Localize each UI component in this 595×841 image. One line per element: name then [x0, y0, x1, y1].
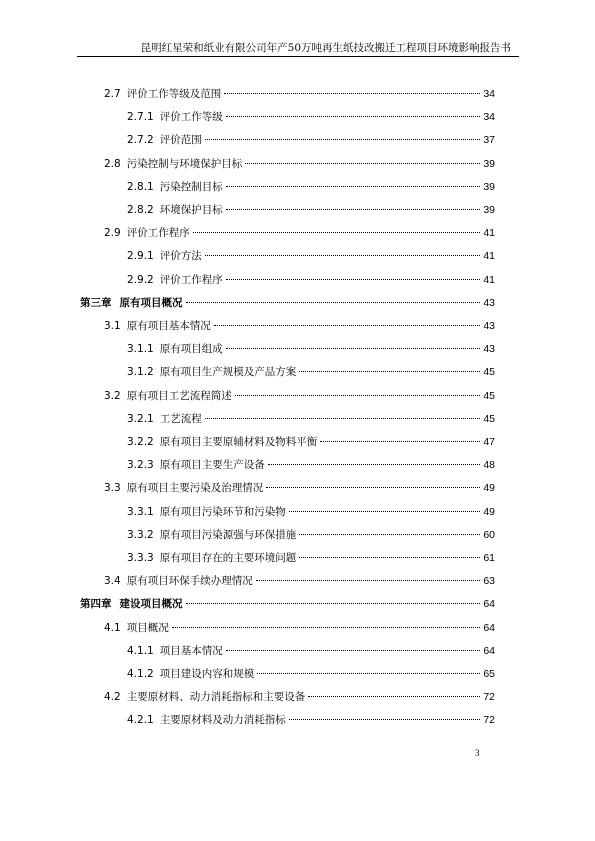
toc-entry-title: 评价工作等级	[159, 111, 223, 124]
toc-entry-page: 64	[483, 598, 495, 611]
toc-entry[interactable]	[104, 156, 495, 172]
toc-dot-leader	[186, 302, 481, 303]
toc-dot-leader	[226, 209, 481, 210]
toc-entry-title: 评价工作等级及范围	[126, 88, 222, 100]
toc-entry-number: 3.1	[104, 320, 121, 332]
toc-entry-number: 4.1	[104, 621, 121, 634]
toc-entry-page: 64	[483, 621, 495, 634]
toc-entry-page: 49	[483, 482, 495, 495]
toc-entry-title: 原有项目生产规模及产品方案	[159, 366, 297, 379]
toc-entry-number: 第三章	[80, 296, 112, 309]
toc-entry-title: 环境保护目标	[159, 204, 223, 216]
toc-entry-number: 3.2	[104, 389, 121, 402]
toc-entry-title: 原有项目主要原辅材料及物料平衡	[159, 436, 318, 448]
toc-entry-title: 评价工作程序	[159, 273, 223, 286]
toc-dot-leader	[224, 93, 480, 94]
toc-entry-number: 4.1.2	[127, 668, 154, 680]
toc-entry[interactable]	[80, 295, 495, 311]
toc-entry[interactable]	[127, 248, 495, 264]
toc-entry-number: 2.7.2	[127, 134, 154, 147]
toc-dot-leader	[205, 139, 481, 140]
toc-dot-leader	[172, 627, 481, 628]
toc-entry-page: 64	[483, 644, 495, 657]
toc-entry[interactable]	[104, 480, 495, 496]
toc-entry-title: 原有项目污染源强与环保措施	[159, 528, 297, 541]
toc-entry-number: 2.7.1	[127, 111, 154, 124]
toc-dot-leader	[226, 279, 481, 280]
toc-entry-page: 39	[483, 157, 495, 170]
toc-entry-title: 评价范围	[159, 134, 202, 147]
toc-entry[interactable]	[104, 318, 495, 334]
toc-entry-title: 污染控制与环境保护目标	[126, 157, 243, 170]
toc-entry-number: 3.3	[104, 482, 121, 495]
toc-dot-leader	[214, 325, 481, 326]
toc-entry[interactable]	[104, 86, 495, 102]
toc-dot-leader	[299, 534, 480, 535]
toc-entry[interactable]	[127, 202, 495, 218]
toc-entry-page: 60	[483, 528, 495, 541]
toc-dot-leader	[186, 603, 481, 604]
toc-entry[interactable]	[127, 666, 495, 682]
running-header: 昆明红星荣和纸业有限公司年产50万吨再生纸技改搬迁工程项目环境影响报告书	[140, 42, 511, 54]
toc-entry-title: 建设项目概况	[119, 598, 183, 611]
toc-entry-page: 72	[483, 691, 495, 704]
toc-entry[interactable]	[127, 712, 495, 728]
toc-entry-number: 2.9.1	[127, 250, 154, 263]
toc-entry-number: 2.8.2	[127, 204, 154, 216]
page-number: 3	[475, 748, 480, 758]
toc-entry-title: 原有项目存在的主要环境问题	[159, 552, 297, 564]
toc-entry[interactable]	[104, 573, 495, 589]
toc-dot-leader	[226, 650, 481, 651]
toc-entry-title: 主要原材料及动力消耗指标	[159, 714, 286, 727]
toc-entry-title: 原有项目概况	[119, 296, 183, 309]
toc-entry-title: 项目概况	[126, 621, 169, 634]
toc-entry-title: 原有项目工艺流程简述	[126, 389, 232, 402]
toc-entry-number: 4.2	[104, 691, 121, 704]
toc-dot-leader	[289, 719, 481, 720]
toc-entry-title: 项目基本情况	[159, 644, 223, 657]
toc-entry-page: 43	[483, 296, 495, 309]
toc-entry-page: 63	[483, 575, 495, 588]
toc-entry-title: 原有项目环保手续办理情况	[126, 575, 253, 588]
toc-entry-page: 34	[483, 88, 495, 100]
toc-entry-number: 3.3.2	[127, 528, 154, 541]
toc-dot-leader	[226, 116, 481, 117]
toc-entry[interactable]	[127, 272, 495, 288]
toc-entry[interactable]	[80, 596, 495, 612]
toc-entry-page: 45	[483, 366, 495, 379]
toc-dot-leader	[256, 580, 481, 581]
toc-entry-title: 原有项目基本情况	[126, 320, 211, 332]
toc-entry-title: 评价工作程序	[126, 227, 190, 240]
toc-entry[interactable]	[127, 179, 495, 195]
toc-entry-title: 原有项目组成	[159, 343, 223, 356]
toc-dot-leader	[299, 557, 480, 558]
toc-entry[interactable]	[127, 132, 495, 148]
toc-dot-leader	[266, 487, 480, 488]
toc-entry-title: 项目建设内容和规模	[159, 668, 255, 680]
header-rule	[77, 56, 519, 57]
toc-entry-page: 41	[483, 250, 495, 263]
toc-dot-leader	[226, 186, 481, 187]
toc-dot-leader	[268, 464, 481, 465]
toc-entry-number: 4.1.1	[127, 644, 154, 657]
toc-entry-page: 39	[483, 180, 495, 193]
toc-entry-page: 49	[483, 505, 495, 518]
toc-entry[interactable]	[104, 689, 495, 705]
toc-entry-page: 45	[483, 389, 495, 402]
toc-entry[interactable]	[127, 527, 495, 543]
toc-entry-number: 3.2.1	[127, 412, 154, 425]
toc-entry-page: 34	[483, 111, 495, 124]
toc-entry-title: 原有项目主要生产设备	[159, 459, 265, 472]
toc-entry[interactable]	[127, 411, 495, 427]
toc-entry[interactable]	[104, 225, 495, 241]
toc-entry-page: 41	[483, 227, 495, 240]
toc-entry-number: 3.1.1	[127, 343, 154, 356]
toc-entry-page: 39	[483, 204, 495, 216]
toc-entry-page: 61	[483, 552, 495, 564]
toc-dot-leader	[289, 511, 481, 512]
toc-entry[interactable]	[127, 341, 495, 357]
toc-entry[interactable]	[127, 364, 495, 380]
toc-entry-title: 主要原材料、动力消耗指标和主要设备	[126, 691, 306, 704]
toc-entry[interactable]	[127, 550, 495, 566]
toc-entry-number: 2.9	[104, 227, 121, 240]
toc-entry-page: 65	[483, 668, 495, 680]
toc-dot-leader	[320, 441, 480, 442]
toc-entry-page: 45	[483, 412, 495, 425]
toc-entry-title: 原有项目污染环节和污染物	[159, 505, 286, 518]
toc-entry-number: 2.8	[104, 157, 121, 170]
toc-dot-leader	[235, 395, 481, 396]
toc-entry-page: 72	[483, 714, 495, 727]
toc-dot-leader	[245, 163, 480, 164]
toc-entry-number: 3.2.2	[127, 436, 154, 448]
toc-entry-page: 47	[483, 436, 495, 448]
toc-entry-number: 3.3.3	[127, 552, 154, 564]
toc-entry-page: 37	[483, 134, 495, 147]
toc-dot-leader	[308, 696, 480, 697]
toc-entry-page: 43	[483, 343, 495, 356]
toc-entry[interactable]	[104, 620, 495, 636]
toc-entry-title: 污染控制目标	[159, 180, 223, 193]
toc-entry-page: 41	[483, 273, 495, 286]
toc-entry-page: 48	[483, 459, 495, 472]
toc-dot-leader	[205, 418, 481, 419]
toc-entry-number: 3.3.1	[127, 505, 154, 518]
toc-entry-title: 工艺流程	[159, 412, 202, 425]
toc-dot-leader	[257, 673, 480, 674]
toc-entry-number: 4.2.1	[127, 714, 154, 727]
toc-entry-number: 2.7	[104, 88, 121, 100]
toc-dot-leader	[226, 348, 481, 349]
toc-entry-title: 原有项目主要污染及治理情况	[126, 482, 264, 495]
toc-entry-number: 2.8.1	[127, 180, 154, 193]
toc-entry[interactable]	[104, 388, 495, 404]
toc-dot-leader	[299, 371, 480, 372]
toc-entry-number: 3.1.2	[127, 366, 154, 379]
toc-entry-number: 3.4	[104, 575, 121, 588]
toc-entry[interactable]	[127, 643, 495, 659]
toc-entry-number: 3.2.3	[127, 459, 154, 472]
toc-dot-leader	[205, 255, 481, 256]
toc-entry[interactable]	[127, 109, 495, 125]
toc-entry[interactable]	[127, 457, 495, 473]
toc-entry-number: 第四章	[80, 598, 112, 611]
toc-entry-number: 2.9.2	[127, 273, 154, 286]
toc-entry[interactable]	[127, 504, 495, 520]
toc-dot-leader	[193, 232, 481, 233]
toc-entry-title: 评价方法	[159, 250, 202, 263]
toc-entry-page: 43	[483, 320, 495, 332]
toc-entry[interactable]	[127, 434, 495, 450]
